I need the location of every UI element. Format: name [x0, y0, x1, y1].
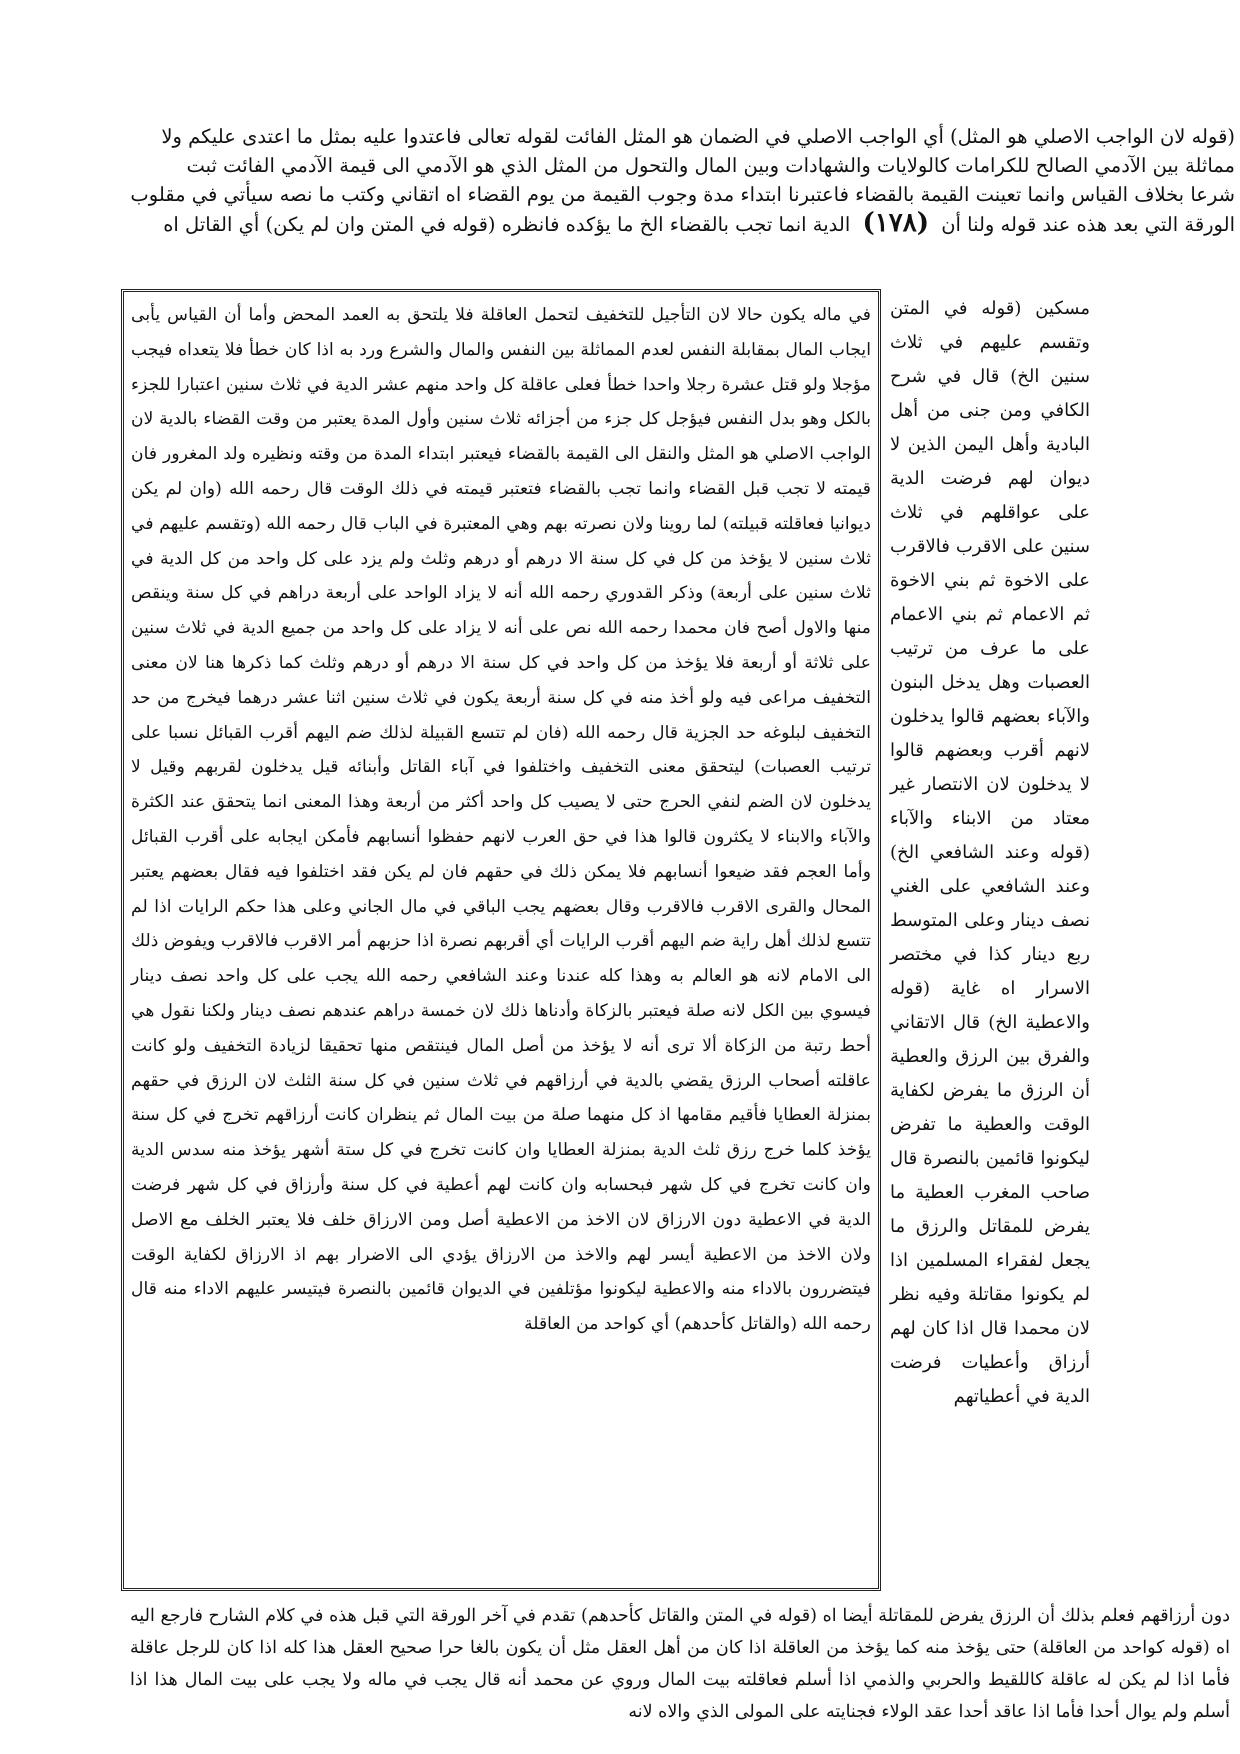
- page-number: (١٧٨): [862, 208, 929, 238]
- header-line: (قوله لان الواجب الاصلي هو المثل) أي الواجب الاصلي في الضمان هو المثل الفائت لقوله تعالى فاعتدوا عليه بمثل ما اعتدى عليكم ولا: [161, 125, 1235, 148]
- header-commentary: [130, 122, 1235, 239]
- header-line: مماثلة بين الآدمي الصالح للكرامات كالولايات والشهادات وبين المال والتحول من المثل الذي هو الآدمي الى قيمة الآدمي الفائت ثبت: [186, 154, 1235, 177]
- main-text: في ماله يكون حالا لان التأجيل للتخفيف لتحمل العاقلة فلا يلتحق به العمد المحض وأما أن القياس يأبى ايجاب المال بمقابلة النفس لعدم المماثلة بين النفس والمال والشرع ورد به اذا كان خطأ فلا يتعداه فيجب مؤجلا ولو قتل عشرة رجلا واحدا خطأ فعلى عاقلة كل واحد منهم عشر الدية في ثلاث سنين اعتبارا للجزء بالكل وهو بدل النفس فيؤجل كل جزء من أجزائه ثلاث سنين وأول المدة يعتبر من وقت القضاء بالدية لان الواجب الاصلي هو المثل والنقل الى القيمة بالقضاء فيعتبر ابتداء المدة من وقته ونظيره ولد المغرور فان قيمته لا تجب قبل القضاء وانما تجب بالقضاء فتعتبر قيمته في ذلك الوقت قال رحمه الله (وان لم يكن ديوانيا فعاقلته قبيلته) لما روينا ولان نصرته بهم وهي المعتبرة في الباب قال رحمه الله (وتقسم عليهم في ثلاث سنين لا يؤخذ من كل في كل سنة الا درهم أو درهم وثلث ولم يزد على كل واحد من كل الدية في ثلاث سنين على أربعة) وذكر القدوري رحمه الله أنه لا يزاد الواحد على أربعة دراهم في كل سنة وينقص منها والاول أصح فان محمدا رحمه الله نص على أنه لا يزاد على كل واحد من جميع الدية في ثلاث سنين على ثلاثة أو أربعة فلا يؤخذ من كل واحد في كل سنة الا درهم أو درهم وثلث كما ذكرها هنا لان معنى التخفيف مراعى فيه ولو أخذ منه في كل سنة أربعة يكون في ثلاث سنين اثنا عشر درهما فيخرج من حد التخفيف لبلوغه حد الجزية قال رحمه الله (فان لم تتسع القبيلة لذلك ضم اليهم أقرب القبائل نسبا على ترتيب العصبات) ليتحقق معنى التخفيف واختلفوا في آباء القاتل وأبنائه قيل يدخلون لقربهم وقيل لا يدخلون لان الضم لنفي الحرج حتى لا يصيب كل واحد أكثر من أربعة وهذا المعنى انما يتحقق عند الكثرة والآباء والابناء لا يكثرون قالوا هذا في حق العرب لانهم حفظوا أنسابهم فأمكن ايجابه على أقرب القبائل وأما العجم فقد ضيعوا أنسابهم فلا يمكن ذلك في حقهم فان لم يكن فقد اختلفوا فيه فقال بعضهم يعتبر المحال والقرى الاقرب فالاقرب وقال بعضهم يجب الباقي في مال الجاني وعلى هذا حكم الرايات اذا لم تتسع لذلك أهل راية ضم اليهم أقرب الرايات أي أقربهم نصرة اذا حزبهم أمر الاقرب فالاقرب ويفوض ذلك الى الامام لانه هو العالم به وهذا كله عندنا وعند الشافعي رحمه الله يجب على كل واحد نصف دينار فيسوي بين الكل لانه صلة فيعتبر بالزكاة وأدناها ذلك لان خمسة دراهم عندهم نصف دينار ولكنا نقول هي أحط رتبة من الزكاة ألا ترى أنه لا يؤخذ من أصل المال فينتقص منها تحقيقا لزيادة التخفيف ولو كانت عاقلته أصحاب الرزق يقضي بالدية في أرزاقهم في ثلاث سنين في كل سنة الثلث لان الرزق في حقهم بمنزلة العطايا فأقيم مقامها اذ كل منهما صلة من بيت المال ثم ينظران كانت أرزاقهم تخرج في كل سنة يؤخذ كلما خرج رزق ثلث الدية بمنزلة العطايا وان كانت تخرج في كل ستة أشهر يؤخذ منه سدس الدية وان كانت تخرج في كل شهر فبحسابه وان كانت لهم أعطية في كل سنة وأرزاق في كل شهر فرضت الدية في الاعطية دون الارزاق لان الاخذ من الاعطية أصل ومن الارزاق خلف فلا يعتبر الخلف مع الاصل ولان الاخذ من الاعطية أيسر لهم والاخذ من الارزاق يؤدي الى الاضرار بهم اذ الارزاق لكفاية الوقت فيتضررون بالاداء منه والاعطية ليكونوا مؤتلفين في الديوان قائمين بالنصرة فيتيسر عليهم الاداء منه قال رحمه الله (والقاتل كأحدهم) أي كواحد من العاقلة: [131, 305, 871, 1335]
- header-text: الورقة التي بعد هذه عند قوله ولنا أن: [941, 213, 1235, 236]
- header-text: الدية انما تجب بالقضاء الخ ما يؤكده فانظره (قوله في المتن وان لم يكن) أي القاتل اه: [163, 213, 851, 236]
- header-line: شرعا بخلاف القياس وانما تعينت القيمة بالقضاء فاعتبرنا ابتداء مدة وجوب القيمة من يوم القضاء اه اتقاني وكتب ما نصه سيأتي في مقلوب: [130, 183, 1235, 206]
- footer-commentary: [130, 1600, 1230, 1728]
- margin-commentary: مسكين (قوله في المتن وتقسم عليهم في ثلاث سنين الخ) قال في شرح الكافي ومن جنى من أهل البادية وأهل اليمن الذين لا ديوان لهم فرضت الدية على عواقلهم في ثلاث سنين على الاقرب فالاقرب على الاخوة ثم بني الاخوة ثم الاعمام ثم بني الاعمام على ما عرف من ترتيب العصبات وهل يدخل البنون والآباء بعضهم قالوا يدخلون لانهم أقرب وبعضهم قالوا لا يدخلون لان الانتصار غير معتاد من الابناء والآباء (قوله وعند الشافعي الخ) وعند الشافعي على الغني نصف دينار وعلى المتوسط ربع دينار كذا في مختصر الاسرار اه غاية (قوله والاعطية الخ) قال الاتقاني والفرق بين الرزق والعطية أن الرزق ما يفرض لكفاية الوقت والعطية ما تفرض ليكونوا قائمين بالنصرة قال صاحب المغرب العطية ما يفرض للمقاتل والرزق ما يجعل لفقراء المسلمين اذا لم يكونوا مقاتلة وفيه نظر لان محمدا قال اذا كان لهم أرزاق وأعطيات فرضت الدية في أعطياتهم: [890, 298, 1090, 1407]
- header-line: [130, 209, 1235, 239]
- catchword: لانه: [628, 1702, 653, 1722]
- footer-text: دون أرزاقهم فعلم بذلك أن الرزق يفرض للمقاتلة أيضا اه (قوله في المتن والقاتل كأحدهم) تقدم في آخر الورقة التي قبل هذه في كلام الشارح فارجع اليه اه (قوله كواحد من العاقلة) حتى يؤخذ منه كما يؤخذ من العاقلة اذا كان من أهل العقل مثل أن يكون بالغا حرا صحيح العقل هذا كله اذا كان للرجل عاقلة فأما اذا لم يكن له عاقلة كاللقيط والحربي والذمي اذا أسلم فعاقلته بيت المال وروي عن محمد أنه قال يجب في ماله ولا يجب على بيت المال هذا اذا أسلم ولم يوال أحدا فأما اذا عاقد أحدا عقد الولاء فجنايته على المولى الذي والاه: [130, 1606, 1230, 1722]
